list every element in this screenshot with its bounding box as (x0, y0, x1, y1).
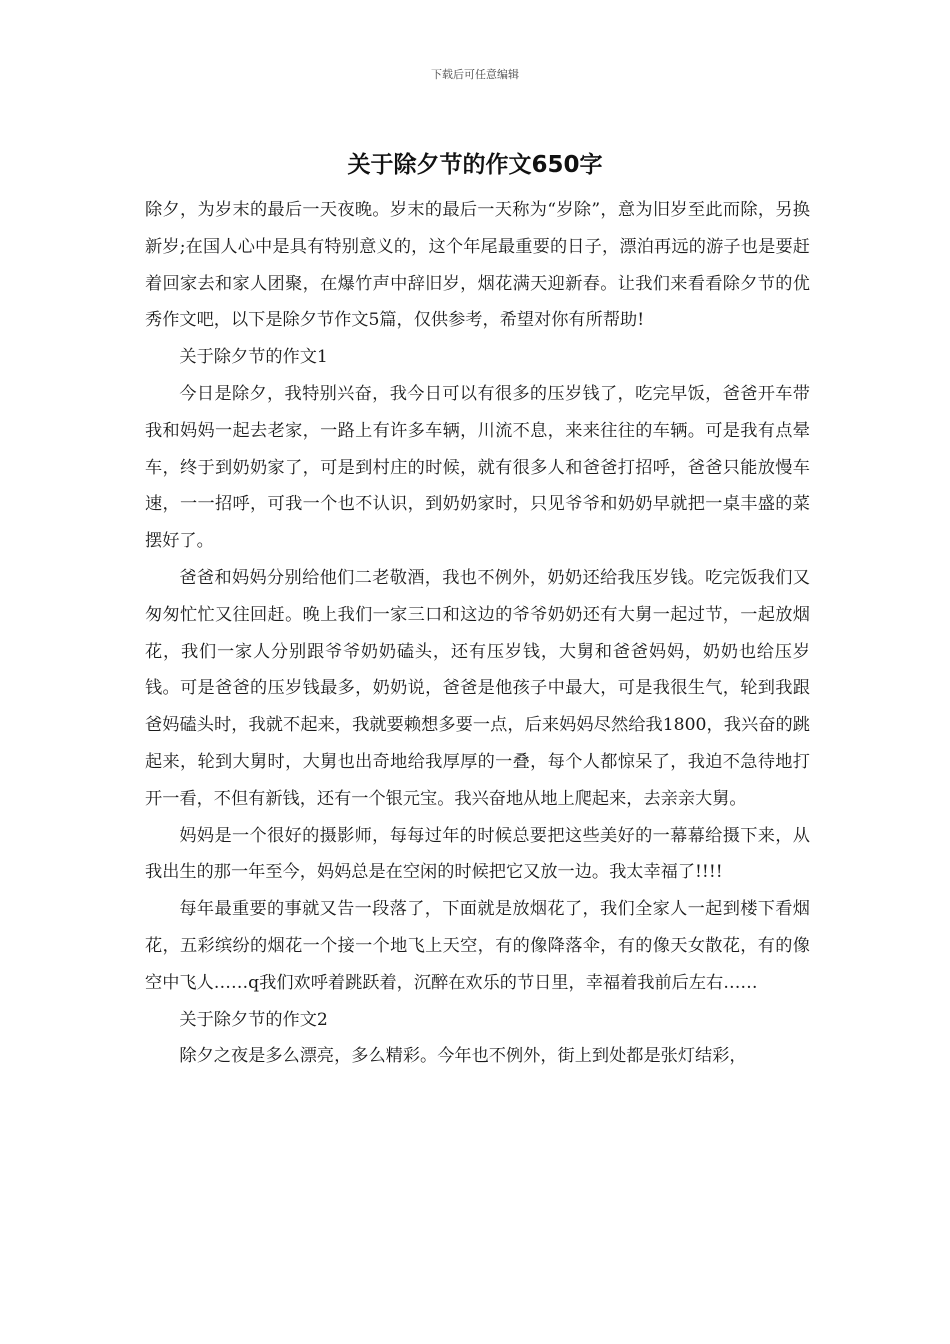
section-heading-1: 关于除夕节的作文1 (179, 347, 328, 368)
article-title: 关于除夕节的作文650字 (347, 152, 603, 178)
paragraph: 今日是除夕，我特别兴奋，我今日可以有很多的压岁钱了，吃完早饭，爸爸开车带我和妈妈一起去老家，一路上有许多车辆，川流不息，来来往往的车辆。可是我有点晕车，终于到奶奶家了，可是到村庄的时候，就有很多人和爸爸打招呼，爸爸只能放慢车速，一一招呼，可我一个也不认识，到奶奶家时，只见爷爷和奶奶早就把一桌丰盛的菜摆好了。 (145, 383, 810, 552)
header-note: 下载后可任意编辑 (431, 68, 519, 81)
intro-paragraph: 除夕，为岁末的最后一天夜晚。岁末的最后一天称为“岁除”，意为旧岁至此而除，另换新岁;在国人心中是具有特别意义的，这个年尾最重要的日子，漂泊再远的游子也是要赶着回家去和家人团聚，在爆竹声中辞旧岁，烟花满天迎新春。让我们来看看除夕节的优秀作文吧，以下是除夕节作文5篇，仅供参考，希望对你有所帮助! (145, 200, 810, 331)
paragraph: 爸爸和妈妈分别给他们二老敬酒，我也不例外，奶奶还给我压岁钱。吃完饭我们又匆匆忙忙又往回赶。晚上我们一家三口和这边的爷爷奶奶还有大舅一起过节，一起放烟花，我们一家人分别跟爷爷奶奶磕头，还有压岁钱，大舅和爸爸妈妈，奶奶也给压岁钱。可是爸爸的压岁钱最多，奶奶说，爸爸是他孩子中最大，可是我很生气，轮到我跟爸妈磕头时，我就不起来，我就要赖想多要一点，后来妈妈尽然给我1800，我兴奋的跳起来，轮到大舅时，大舅也出奇地给我厚厚的一叠，每个人都惊呆了，我迫不急待地打开一看，不但有新钱，还有一个银元宝。我兴奋地从地上爬起来，去亲亲大舅。 (145, 567, 810, 809)
paragraph: 每年最重要的事就又告一段落了，下面就是放烟花了，我们全家人一起到楼下看烟花，五彩缤纷的烟花一个接一个地飞上天空，有的像降落伞，有的像天女散花，有的像空中飞人……q我们欢呼着跳跃着，沉醉在欢乐的节日里，幸福着我前后左右…… (145, 899, 810, 993)
article-body (145, 192, 810, 1075)
paragraph: 除夕之夜是多么漂亮，多么精彩。今年也不例外，街上到处都是张灯结彩， (179, 1046, 747, 1067)
section-heading-2: 关于除夕节的作文2 (179, 1009, 328, 1030)
paragraph: 妈妈是一个很好的摄影师，每每过年的时候总要把这些美好的一幕幕给摄下来，从我出生的那一年至今，妈妈总是在空闲的时候把它又放一边。我太幸福了!!!! (145, 825, 810, 883)
